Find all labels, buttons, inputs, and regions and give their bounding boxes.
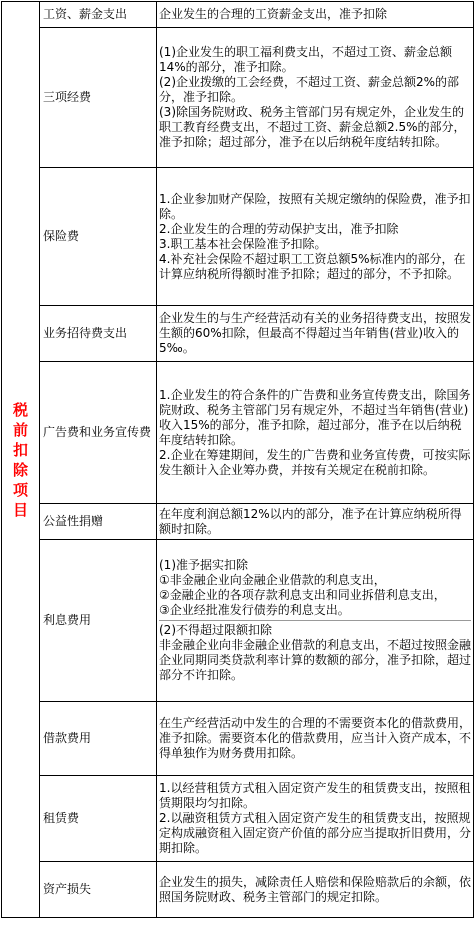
content-text: 1.企业发生的符合条件的广告费和业务宣传费支出，除国务院财政、税务主管部门另有规定外，不超过当年销售(营业)收入15%的部分，准予扣除，超过部分，准予在以后纳税年度结转扣除。 <box>159 387 471 447</box>
content-text: 非金融企业向非金融企业借款的利息支出，不超过按照金融企业同期同类贷款利率计算的数额的部分，准予扣除，超过部分不许扣除。 <box>159 638 472 682</box>
table-row <box>2 2 474 28</box>
item-label: 借款费用 <box>43 731 92 745</box>
content-text: ②金融企业的各项存款利息支出和同业拆借利息支出， <box>159 588 446 602</box>
item-cell <box>40 306 157 362</box>
content-text: (2)不得超过限额扣除 <box>159 623 272 637</box>
content-text: 企业发生的损失，减除责任人赔偿和保险赔款后的余额，依照国务院财政、税务主管部门的规定扣除。 <box>159 874 472 904</box>
content-text: 企业发生的与生产经营活动有关的业务招待费支出，按照发生额的60%扣除，但最高不得超过当年销售(营业)收入的5‰。 <box>159 311 472 355</box>
content-cell <box>157 362 474 504</box>
content-cell <box>157 2 474 28</box>
content-cell <box>157 862 474 918</box>
item-cell <box>40 168 157 306</box>
table-row <box>2 862 474 918</box>
side-label-cell <box>2 2 40 918</box>
divider <box>159 620 471 621</box>
table-row <box>2 702 474 776</box>
content-text: 在生产经营活动中发生的合理的不需要资本化的借款费用，准予扣除。需要资本化的借款费用，应当计入资产成本，不得单独作为财务费用扣除。 <box>159 716 472 760</box>
item-cell <box>40 862 157 918</box>
content-cell <box>157 702 474 776</box>
content-text: ①非金融企业向金融企业借款的利息支出， <box>159 573 386 587</box>
content-cell <box>157 28 474 168</box>
table-row <box>2 540 474 702</box>
content-text: 4.补充社会保险不超过职工工资总额5%标准内的部分，在计算应纳税所得额时准予扣除；超过的部分，不予扣除。 <box>159 251 466 281</box>
item-label: 工资、薪金支出 <box>43 7 128 21</box>
item-label: 租赁费 <box>43 811 80 825</box>
content-cell <box>157 168 474 306</box>
content-text: 1.以经营租赁方式租入固定资产发生的租赁费支出，按照租赁期限均匀扣除。 <box>159 781 471 810</box>
item-label: 业务招待费支出 <box>43 326 128 340</box>
item-cell <box>40 504 157 540</box>
item-cell <box>40 702 157 776</box>
table-row <box>2 504 474 540</box>
item-label: 广告费和业务宣传费 <box>43 425 152 439</box>
item-cell <box>40 28 157 168</box>
content-text: 企业发生的合理的工资薪金支出，准予扣除 <box>159 7 388 21</box>
content-text: 1.企业参加财产保险，按照有关规定缴纳的保险费，准予扣除。 <box>159 191 471 221</box>
content-text: 2.企业在筹建期间，发生的广告费和业务宣传费，可按实际发生额计入企业筹办费，并按有关规定在税前扣除。 <box>159 447 471 477</box>
content-cell <box>157 306 474 362</box>
table-row <box>2 362 474 504</box>
side-label: 税前扣除项目 <box>12 400 28 519</box>
content-text: ③企业经批准发行债券的利息支出。 <box>159 603 350 617</box>
content-text: 2.以融资租赁方式租入固定资产发生的租赁费支出，按照规定构成融资租入固定资产价值的部分应当提取折旧费用，分期扣除。 <box>159 811 472 855</box>
table-row <box>2 776 474 862</box>
content-text: (1)准予据实扣除 <box>159 558 248 572</box>
item-cell <box>40 776 157 862</box>
content-text: (1)企业发生的职工福利费支出，不超过工资、薪金总额14%的部分，准予扣除。 <box>159 45 453 74</box>
tax-deduction-table <box>1 1 474 918</box>
item-label: 利息费用 <box>43 613 92 627</box>
content-text: (2)企业拨缴的工会经费，不超过工资、薪金总额2%的部分，准予扣除。 <box>159 75 460 104</box>
content-text: (3)除国务院财政、税务主管部门另有规定外，企业发生的职工教育经费支出，不超过工资、薪金总额2.5%的部分，准予扣除；超过部分，准予在以后纳税年度结转扣除。 <box>159 105 466 149</box>
item-label: 保险费 <box>43 229 80 243</box>
content-text: 3.职工基本社会保险准予扣除。 <box>159 236 327 251</box>
table-row <box>2 28 474 168</box>
content-text: 2.企业发生的合理的劳动保护支出，准予扣除 <box>159 221 399 236</box>
content-cell <box>157 540 474 702</box>
item-cell <box>40 540 157 702</box>
table-row <box>2 168 474 306</box>
table-row <box>2 306 474 362</box>
content-cell <box>157 776 474 862</box>
item-cell <box>40 2 157 28</box>
content-text: 在年度利润总额12%以内的部分，准予在计算应纳税所得额时扣除。 <box>159 506 462 536</box>
item-label: 公益性捐赠 <box>43 514 104 528</box>
content-cell <box>157 504 474 540</box>
item-cell <box>40 362 157 504</box>
item-label: 三项经费 <box>43 90 92 104</box>
item-label: 资产损失 <box>43 882 92 896</box>
